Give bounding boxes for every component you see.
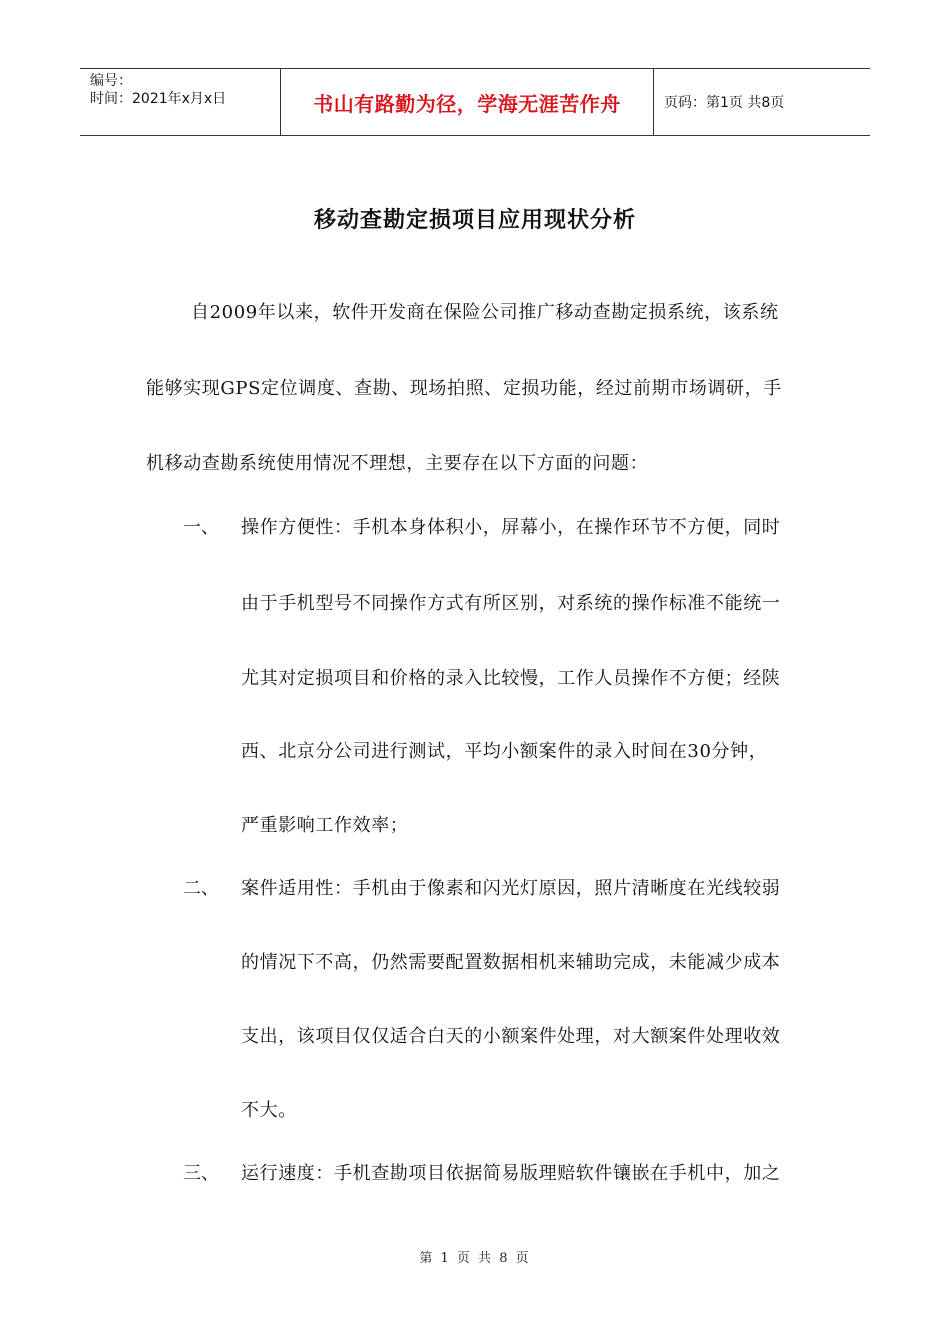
list-item-number: 三、 bbox=[183, 1163, 219, 1184]
date-label: 时间：2021年x月x日 bbox=[90, 91, 227, 107]
list-item-line: 支出，该项目仅仅适合白天的小额案件处理，对大额案件处理收效 bbox=[241, 1026, 781, 1047]
list-item-line: 运行速度：手机查勘项目依据简易版理赔软件镶嵌在手机中，加之 bbox=[241, 1163, 781, 1184]
list-item-line: 由于手机型号不同操作方式有所区别，对系统的操作标准不能统一 bbox=[241, 593, 781, 614]
list-item-line: 严重影响工作效率； bbox=[241, 815, 409, 836]
header-meta bbox=[80, 69, 281, 135]
document-header bbox=[80, 68, 870, 136]
list-item-line: 西、北京分公司进行测试，平均小额案件的录入时间在30分钟， bbox=[241, 741, 768, 762]
list-item-line: 的情况下不高，仍然需要配置数据相机来辅助完成，未能减少成本 bbox=[241, 952, 781, 973]
list-item-line: 尤其对定损项目和价格的录入比较慢，工作人员操作不方便；经陕 bbox=[241, 668, 781, 689]
intro-line: 能够实现GPS定位调度、查勘、现场拍照、定损功能，经过前期市场调研，手 bbox=[146, 378, 782, 399]
document-title: 移动查勘定损项目应用现状分析 bbox=[313, 207, 636, 233]
number-label: 编号： bbox=[90, 73, 132, 89]
list-item-line: 不大。 bbox=[241, 1100, 297, 1121]
intro-line: 机移动查勘系统使用情况不理想，主要存在以下方面的问题： bbox=[146, 453, 649, 474]
header-motto: 书山有路勤为径，学海无涯苦作舟 bbox=[281, 69, 654, 135]
list-item-number: 二、 bbox=[183, 878, 219, 899]
intro-line: 自2009年以来，软件开发商在保险公司推广移动查勘定损系统，该系统 bbox=[191, 302, 779, 323]
list-item-number: 一、 bbox=[183, 517, 219, 538]
list-item-line: 案件适用性：手机由于像素和闪光灯原因，照片清晰度在光线较弱 bbox=[241, 878, 781, 899]
page-footer: 第 1 页 共 8 页 bbox=[419, 1251, 531, 1266]
list-item-line: 操作方便性：手机本身体积小，屏幕小，在操作环节不方便，同时 bbox=[241, 517, 781, 538]
header-page-info: 页码：第1页 共8页 bbox=[664, 95, 785, 111]
